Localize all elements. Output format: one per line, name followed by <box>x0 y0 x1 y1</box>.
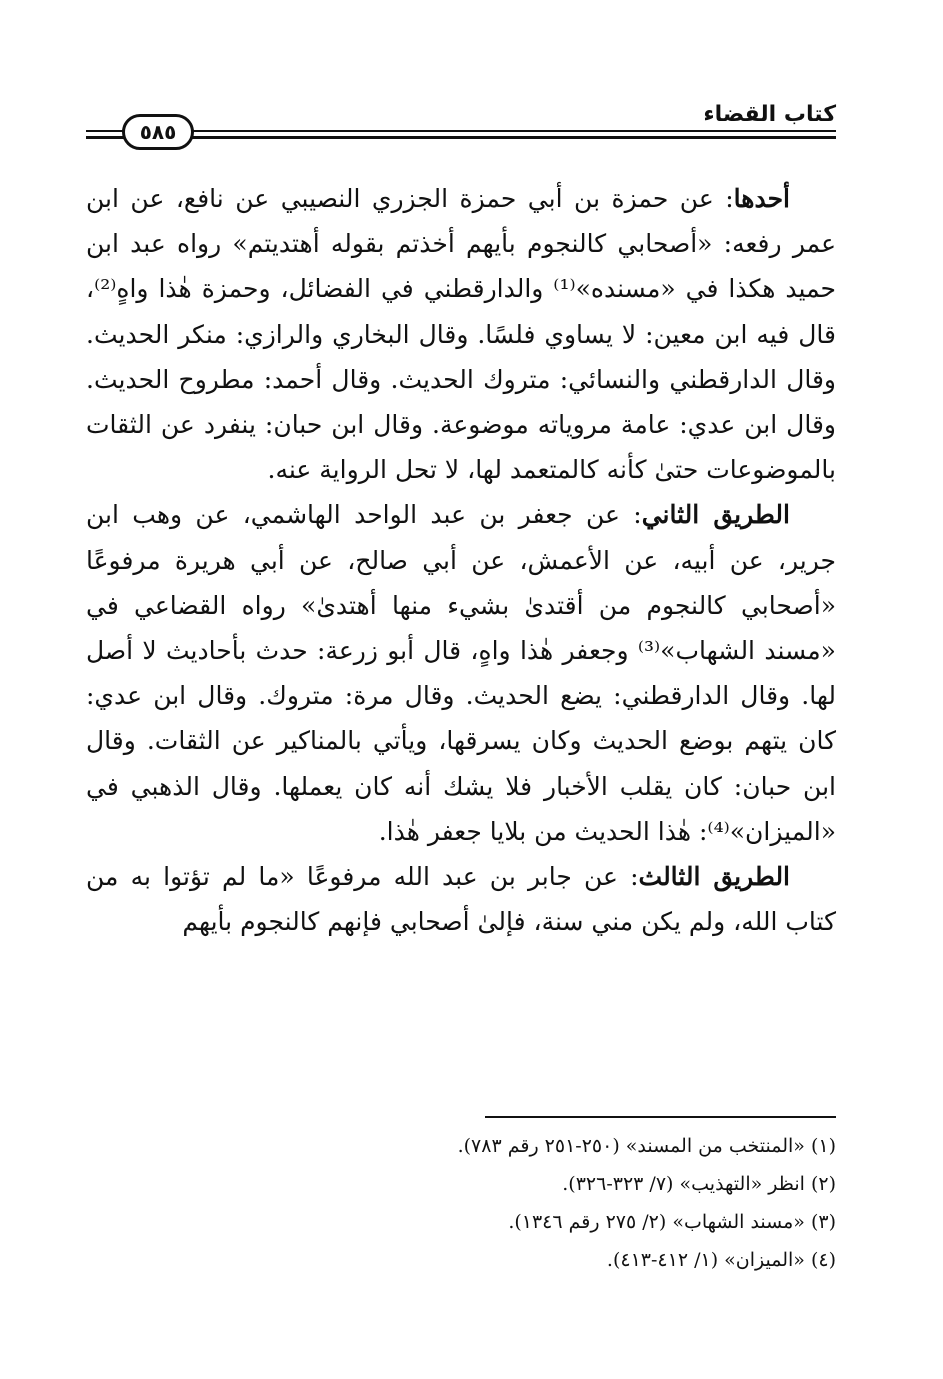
paragraph-text: : عن جابر بن عبد الله مرفوعًا «ما لم تؤتوا به من كتاب الله، ولم يكن مني سنة، فإلىٰ أصحابي فإنهم كالنجوم بأيهم <box>86 862 836 937</box>
paragraph-second-path <box>86 492 836 854</box>
page-number: ٥٨٥ <box>122 114 194 150</box>
footnotes <box>300 1127 836 1279</box>
footnote-4: (٤) «الميزان» (١/ ٤١٢-٤١٣). <box>606 1249 836 1271</box>
paragraph-lead: أحدها <box>733 184 790 213</box>
footnote-2: (٢) انظر «التهذيب» (٧/ ٣٢٣-٣٢٦). <box>562 1173 836 1195</box>
paragraph-text: : عن جعفر بن عبد الواحد الهاشمي، عن وهب ابن جرير، عن أبيه، عن الأعمش، عن أبي صالح، عن أبي هريرة مرفوعًا «أصحابي كالنجوم من أقتدىٰ بشيء منها أهتدىٰ» رواه القضاعي في «مسند الشهاب»⁽³⁾ وجعفر هٰذا واهٍ، قال أبو زرعة: حدث بأحاديث لا أصل لها. وقال الدارقطني: يضع الحديث. وقال مرة: متروك. وقال ابن عدي: كان يتهم بوضع الحديث وكان يسرقها، ويأتي بالمناكير عن الثقات. وقال ابن حبان: كان يقلب الأخبار فلا يشك أنه كان يعملها. وقال الذهبي في «الميزان»⁽⁴⁾: هٰذا الحديث من بلايا جعفر هٰذا. <box>86 500 836 846</box>
running-header <box>86 100 836 150</box>
chapter-title: كتاب القضاء <box>703 102 836 127</box>
main-text <box>86 176 836 944</box>
paragraph-lead: الطريق الثالث <box>638 862 791 892</box>
paragraph-first-path <box>86 176 836 492</box>
footnote-3: (٣) «مسند الشهاب» (٢/ ٢٧٥ رقم ١٣٤٦). <box>508 1211 836 1233</box>
paragraph-third-path <box>86 854 836 944</box>
header-rule-thick <box>86 136 836 139</box>
footnote-divider <box>485 1116 836 1118</box>
paragraph-text: : عن حمزة بن أبي حمزة الجزري النصيبي عن نافع، عن ابن عمر رفعه: «أصحابي كالنجوم بأيهم أخذتم بقوله أهتديتم» رواه عبد ابن حميد هكذا في «مسنده»⁽¹⁾ والدارقطني في الفضائل، وحمزة هٰذا واهٍ⁽²⁾، قال فيه ابن معين: لا يساوي فلسًا. وقال البخاري والرازي: منكر الحديث. وقال الدارقطني والنسائي: متروك الحديث. وقال أحمد: مطروح الحديث. وقال ابن عدي: عامة مروياته موضوعة. وقال ابن حبان: ينفرد عن الثقات بالموضوعات حتىٰ كأنه كالمتعمد لها، لا تحل الرواية عنه. <box>86 184 836 485</box>
header-rule-thin <box>86 130 836 132</box>
paragraph-lead: الطريق الثاني <box>641 500 790 530</box>
footnote-1: (١) «المنتخب من المسند» (٢٥٠-٢٥١ رقم ٧٨٣). <box>457 1135 836 1157</box>
